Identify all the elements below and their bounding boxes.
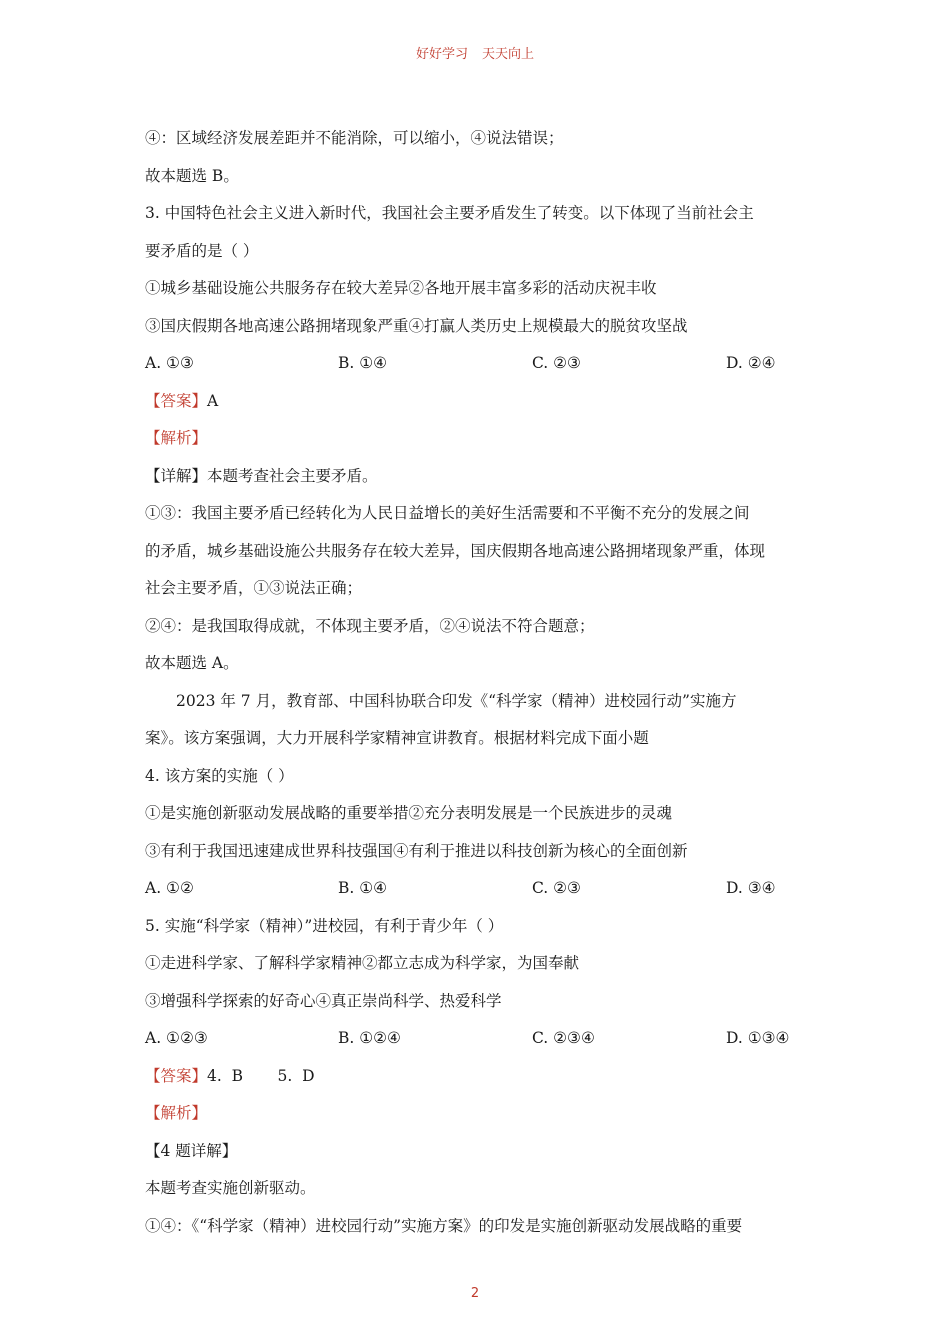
question-5-statements: ③增强科学探索的好奇心④真正崇尚科学、热爱科学 [145,991,502,1010]
question-4-5-answer [145,1058,815,1096]
question-5-choices [145,1020,815,1058]
choice-d: D. ①③④ [726,1029,790,1047]
choice-c: C. ②③ [532,879,581,897]
choice-b: B. ①④ [338,354,388,372]
material-text: 2023 年 7 月，教育部、中国科协联合印发《“科学家（精神）进校园行动”实施方 [176,691,737,710]
document-body [145,120,815,1245]
answer-tag: 【答案】 [145,391,208,410]
detail-heading: 【详解】本题考查社会主要矛盾。 [145,466,378,485]
text-line: 故本题选 B。 [145,166,239,185]
text-line: ④：区域经济发展差距并不能消除，可以缩小，④说法错误； [145,129,564,147]
choice-a: A. ①②③ [145,1029,208,1047]
question-4-statements: ③有利于我国迅速建成世界科技强国④有利于推进以科技创新为核心的全面创新 [145,841,688,860]
choice-c: C. ②③④ [532,1029,595,1047]
text-line: 故本题选 A。 [145,654,239,672]
header-right-text: 天天向上 [482,47,535,62]
header-left-text: 好好学习 [415,47,468,62]
material-text: 案》。该方案强调，大力开展科学家精神宣讲教育。根据材料完成下面小题 [145,729,649,747]
text-line: 本题考查实施创新驱动。 [145,1179,316,1197]
question-4-stem: 4. 该方案的实施（ ） [145,766,294,785]
question-3-choices [145,345,815,383]
choice-b: B. ①②④ [338,1029,401,1047]
question-5-stem: 5. 实施“科学家（精神）”进校园，有利于青少年（ ） [145,916,504,935]
answer-value: A [207,391,219,410]
question-4-statements: ①是实施创新驱动发展战略的重要举措②充分表明发展是一个民族进步的灵魂 [145,804,673,822]
detail-heading: 【4 题详解】 [145,1141,238,1160]
choice-d: D. ③④ [726,879,776,897]
question-3-answer [145,383,815,421]
analysis-tag: 【解析】 [145,429,208,447]
text-line: 的矛盾，城乡基础设施公共服务存在较大差异，国庆假期各地高速公路拥堵现象严重，体现 [145,541,766,560]
page-number: 2 [470,1286,480,1301]
choice-c: C. ②③ [532,354,581,372]
answer-value: 4. B 5. D [207,1066,315,1085]
question-5-statements: ①走进科学家、了解科学家精神②都立志成为科学家，为国奉献 [145,954,580,972]
choice-d: D. ②④ [726,354,776,372]
choice-a: A. ①③ [145,354,194,372]
text-line: ②④：是我国取得成就，不体现主要矛盾，②④说法不符合题意； [145,616,595,635]
text-line: 社会主要矛盾，①③说法正确； [145,579,363,597]
page-header [0,43,950,62]
choice-a: A. ①② [145,879,194,897]
question-4-choices [145,870,815,908]
choice-b: B. ①④ [338,879,388,897]
text-line: ①④：《“科学家（精神）进校园行动”实施方案》的印发是实施创新驱动发展战略的重要 [145,1216,743,1235]
analysis-tag: 【解析】 [145,1104,208,1122]
text-line: ①③：我国主要矛盾已经转化为人民日益增长的美好生活需要和不平衡不充分的发展之间 [145,504,750,522]
question-3-statements: ③国庆假期各地高速公路拥堵现象严重④打赢人类历史上规模最大的脱贫攻坚战 [145,316,688,335]
question-3-statements: ①城乡基础设施公共服务存在较大差异②各地开展丰富多彩的活动庆祝丰收 [145,279,657,297]
question-3-stem: 3. 中国特色社会主义进入新时代，我国社会主要矛盾发生了转变。以下体现了当前社会主 [145,204,754,222]
question-3-stem-cont: 要矛盾的是（ ） [145,241,259,260]
answer-tag: 【答案】 [145,1066,208,1085]
